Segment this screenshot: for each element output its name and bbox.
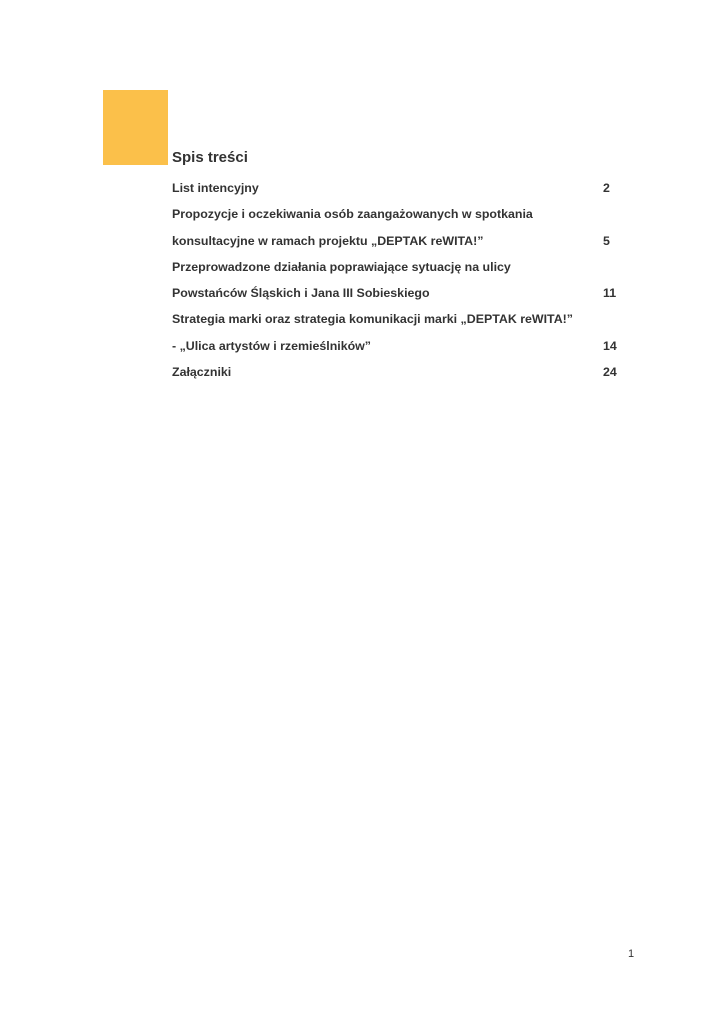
toc-entry-page: 24: [603, 365, 617, 380]
page-number: 1: [628, 948, 635, 960]
toc-entry-zalaczniki[interactable]: [172, 362, 622, 388]
toc-entry-page: 11: [603, 286, 617, 301]
toc-entry-title: konsultacyjne w ramach projektu „DEPTAK reWITA!”: [172, 233, 484, 248]
toc-entry-list-intencyjny[interactable]: [172, 178, 622, 204]
toc-entry-title: Powstańców Śląskich i Jana III Sobieskiego: [172, 286, 430, 301]
toc-entry-strategia-line-2[interactable]: [172, 336, 622, 362]
toc-entry-title: Załączniki: [172, 365, 232, 380]
toc-entry-title: - „Ulica artystów i rzemieślników”: [172, 338, 372, 353]
toc-entry-title: Propozycje i oczekiwania osób zaangażowanych w spotkania: [172, 207, 533, 222]
toc-entry-page: 2: [603, 181, 610, 195]
toc-heading: Spis treści: [172, 149, 248, 166]
toc-entry-propozycje-line-1[interactable]: [172, 204, 622, 230]
table-of-contents: [172, 178, 622, 388]
toc-entry-dzialania-line-1[interactable]: [172, 257, 622, 283]
toc-entry-dzialania-line-2[interactable]: [172, 283, 622, 309]
toc-entry-title: List intencyjny: [172, 181, 259, 195]
decorative-accent-block: [103, 90, 168, 165]
toc-entry-strategia-line-1[interactable]: [172, 309, 622, 335]
toc-entry-title: Strategia marki oraz strategia komunikacji marki „DEPTAK reWITA!”: [172, 312, 573, 327]
toc-entry-propozycje-line-2[interactable]: [172, 231, 622, 257]
toc-entry-page: 5: [603, 233, 610, 248]
toc-entry-page: 14: [603, 338, 617, 353]
toc-entry-title: Przeprowadzone działania poprawiające sytuację na ulicy: [172, 259, 511, 274]
